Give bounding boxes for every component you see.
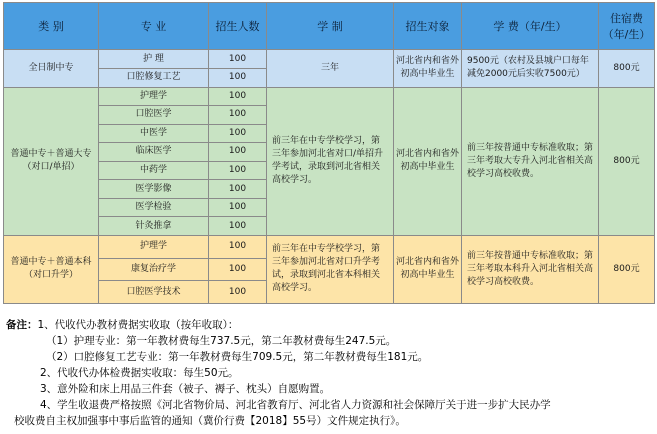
table-row <box>4 50 655 69</box>
system-cell: 前三年在中专学校学习，第三年参加河北省对口/单招升学考试，录取到河北省相关高校学习。 <box>267 87 394 235</box>
count-cell: 100 <box>209 180 267 199</box>
major-cell: 医学检验 <box>99 198 209 217</box>
major-cell: 康复治疗学 <box>99 258 209 281</box>
note-text: 1、代收代办教材费据实收取（按年收取）： <box>37 319 239 331</box>
count-cell: 100 <box>209 235 267 258</box>
note-item-4: 4、学生收退费严格按照《河北省物价局、河北省教育厅、河北省人力资源和社会保障厅关于进一步扩大民办学 <box>40 399 551 411</box>
count-cell: 100 <box>209 198 267 217</box>
count-cell: 100 <box>209 106 267 125</box>
system-cell: 三年 <box>267 50 394 87</box>
dorm-cell: 800元 <box>599 50 655 87</box>
enrollment-table <box>3 2 655 304</box>
target-cell: 河北省内和省外初高中毕业生 <box>394 235 462 303</box>
fee-cell: 9500元（农村及县城户口每年减免2000元后实收7500元） <box>462 50 599 87</box>
header-dorm-line1: 住宿费 <box>610 12 643 26</box>
notes-section <box>6 317 652 429</box>
note-item-1 <box>6 317 652 333</box>
major-cell: 临床医学 <box>99 143 209 162</box>
major-cell: 口腔医学技术 <box>99 281 209 304</box>
count-cell: 100 <box>209 258 267 281</box>
header-dorm <box>599 3 655 50</box>
header-row <box>4 3 655 50</box>
dorm-cell: 800元 <box>599 87 655 235</box>
table-row <box>4 87 655 106</box>
dorm-cell: 800元 <box>599 235 655 303</box>
count-cell: 100 <box>209 217 267 236</box>
note-item-3: 3、意外险和床上用品三件套（被子、褥子、枕头）自愿购置。 <box>40 383 331 395</box>
category-cell: 普通中专＋普通大专（对口/单招） <box>4 87 99 235</box>
note-item-1a: （1）护理专业：第一年教材费每生737.5元，第二年教材费每生247.5元。 <box>46 335 397 347</box>
header-system: 学 制 <box>267 3 394 50</box>
major-cell: 中药学 <box>99 161 209 180</box>
major-cell: 护理学 <box>99 235 209 258</box>
header-dorm-line2: （年/生） <box>602 28 651 42</box>
count-cell: 100 <box>209 124 267 143</box>
header-enroll: 招生人数 <box>209 3 267 50</box>
count-cell: 100 <box>209 68 267 87</box>
major-cell: 中医学 <box>99 124 209 143</box>
major-cell: 口腔修复工艺 <box>99 68 209 87</box>
major-cell: 医学影像 <box>99 180 209 199</box>
major-cell: 护 理 <box>99 50 209 69</box>
note-item-4-cont: 校收费自主权加强事中事后监管的通知（冀价行费【2018】55号）文件规定执行》。 <box>14 415 406 427</box>
fee-cell: 前三年按普通中专标准收取；第三年考取本科升入河北省相关高校学习高校收费。 <box>462 235 599 303</box>
major-cell: 护理学 <box>99 87 209 106</box>
fee-cell: 前三年按普通中专标准收取；第三年考取大专升入河北省相关高校学习高校收费。 <box>462 87 599 235</box>
count-cell: 100 <box>209 87 267 106</box>
count-cell: 100 <box>209 143 267 162</box>
count-cell: 100 <box>209 50 267 69</box>
note-item-1b: （2）口腔修复工艺专业：第一年教材费每生709.5元，第二年教材费每生181元。 <box>46 351 429 363</box>
target-cell: 河北省内和省外初高中毕业生 <box>394 87 462 235</box>
target-cell: 河北省内和省外初高中毕业生 <box>394 50 462 87</box>
notes-label: 备注： <box>6 319 38 331</box>
header-category: 类 别 <box>4 3 99 50</box>
system-cell: 前三年在中专学校学习，第三年参加河北省对口升学考试，录取到河北省本科相关高校学习。 <box>267 235 394 303</box>
note-item-2: 2、代收代办体检费据实收取：每生50元。 <box>40 367 239 379</box>
table-row <box>4 235 655 258</box>
major-cell: 针灸推拿 <box>99 217 209 236</box>
category-cell: 全日制中专 <box>4 50 99 87</box>
category-cell: 普通中专＋普通本科（对口升学） <box>4 235 99 303</box>
header-major: 专 业 <box>99 3 209 50</box>
count-cell: 100 <box>209 281 267 304</box>
count-cell: 100 <box>209 161 267 180</box>
header-target: 招生对象 <box>394 3 462 50</box>
major-cell: 口腔医学 <box>99 106 209 125</box>
header-fee: 学 费（年/生） <box>462 3 599 50</box>
